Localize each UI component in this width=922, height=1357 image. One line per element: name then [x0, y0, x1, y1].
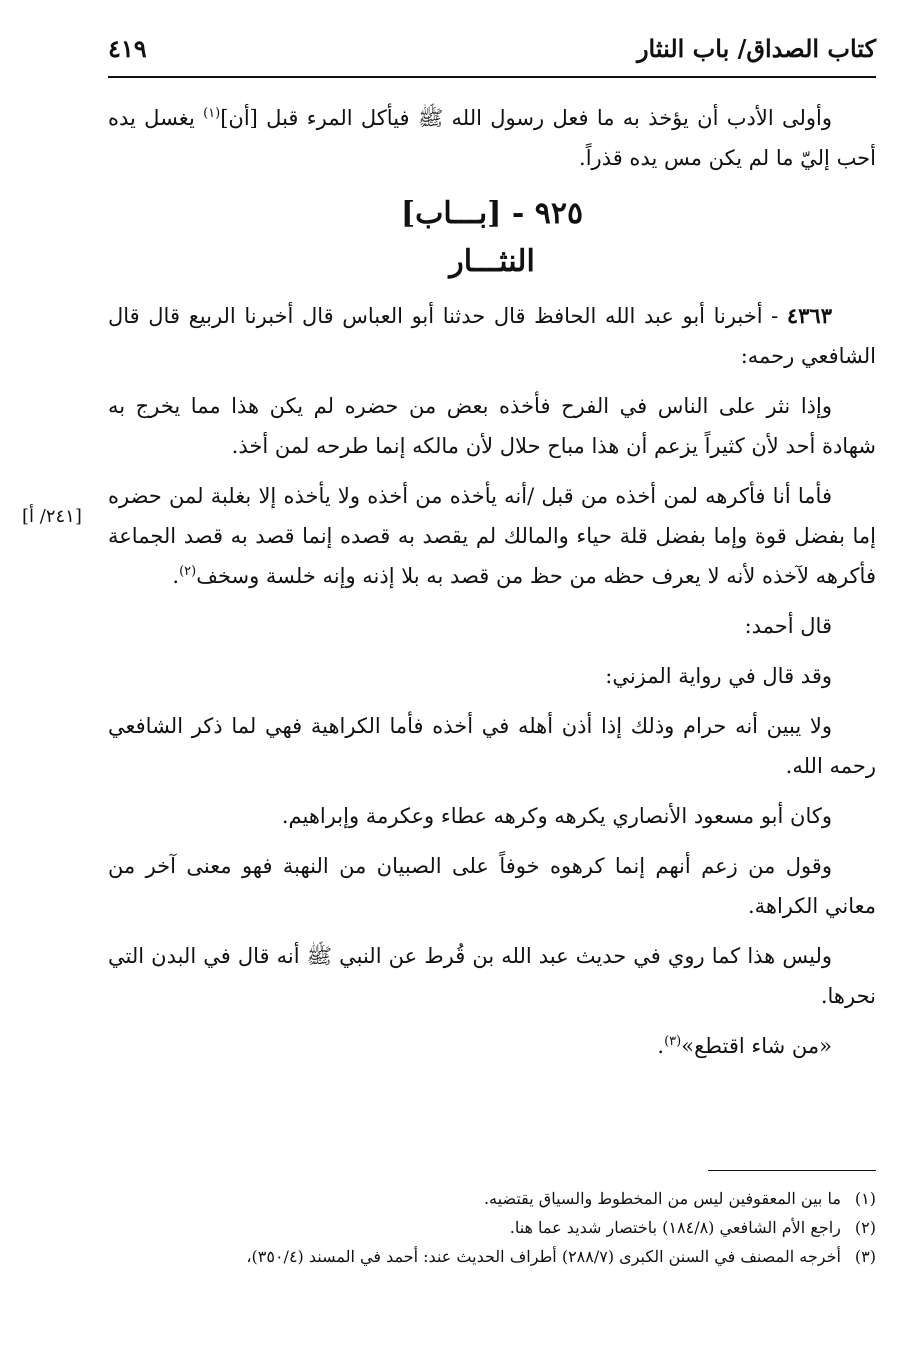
paragraph-9: وقول من زعم أنهم إنما كرهوه خوفاً على الصبيان من النهبة فهو معنى آخر من معاني الكراهة.	[108, 854, 876, 918]
footnote-number: (٣)	[854, 1247, 876, 1266]
paragraph-11-text-a: «من شاء اقتطع»	[681, 1034, 832, 1058]
footnote-rule	[708, 1170, 876, 1171]
chapter-title: النثـــار	[449, 244, 535, 279]
paragraph-6: وقد قال في رواية المزني:	[605, 664, 832, 688]
paragraph-4	[108, 476, 876, 596]
footnote-ref-1: (١)	[203, 106, 221, 121]
footnote-2	[108, 1213, 876, 1242]
paragraph-1-text-b: يغسل يده أحب إليّ ما لم يكن مس يده قذراً.	[108, 106, 876, 170]
manuscript-margin-reference: [٢٤١/ أ]	[22, 506, 82, 527]
paragraph-5: قال أحمد:	[744, 614, 832, 638]
footnote-number: (٢)	[854, 1218, 876, 1237]
paragraph-1-text-a: وأولى الأدب أن يؤخذ به ما فعل رسول الله ﷺ فيأكل المرء قبل [أن]	[220, 106, 832, 130]
paragraph-11-text-b: .	[657, 1034, 665, 1058]
chapter-heading	[108, 190, 876, 286]
paragraph-1	[108, 98, 876, 178]
main-text	[108, 98, 876, 1076]
paragraph-4-text-a: فأما أنا فأكرهه لمن أخذه من قبل /أنه يأخذه من أخذه ولا يأخذه إلا بغلبة لمن حضره إما بفضل قوة وإما بفضل قلة حياء والمالك لم يقصد به قصده إنما قصد به قصد الجماعة فأكرهه لآخذه لأنه لا يعرف حظه من حظ من قصد به بلا إذنه وإنه خلسة وسخف	[108, 484, 876, 588]
paragraph-2	[108, 296, 876, 376]
page-number: ٤١٩	[108, 34, 147, 63]
page-header	[108, 30, 876, 82]
footnote-text: أخرجه المصنف في السنن الكبرى (٢٨٨/٧) أطراف الحديث عند: أحمد في المسند (٣٥٠/٤)،	[246, 1247, 841, 1266]
paragraph-7: ولا يبين أنه حرام وذلك إذا أذن أهله في أخذه فأما الكراهية فهي لما ذكر الشافعي رحمه الله.	[108, 714, 876, 778]
paragraph-2-text: - أخبرنا أبو عبد الله الحافظ قال حدثنا أبو العباس قال أخبرنا الربيع قال قال الشافعي رحمه:	[108, 304, 876, 368]
footnote-number: (١)	[854, 1189, 876, 1208]
footnotes	[108, 1184, 876, 1271]
paragraph-3: وإذا نثر على الناس في الفرح فأخذه بعض من حضره لم يكن هذا مما يخرج به شهادة أحد لأن كثيراً يزعم أن هذا مباح حلال لأن مالكه إنما طرحه لمن أخذ.	[108, 394, 876, 458]
header-rule	[108, 76, 876, 78]
running-title: كتاب الصداق/ باب النثار	[636, 34, 876, 63]
footnote-3	[108, 1242, 876, 1271]
paragraph-4-text-b: .	[172, 564, 180, 588]
paragraph-10: وليس هذا كما روي في حديث عبد الله بن قُرط عن النبي ﷺ أنه قال في البدن التي نحرها.	[108, 944, 876, 1008]
footnote-1	[108, 1184, 876, 1213]
footnote-text: راجع الأم الشافعي (١٨٤/٨) باختصار شديد عما هنا.	[509, 1218, 841, 1237]
footnote-ref-2: (٢)	[179, 564, 197, 579]
paragraph-8: وكان أبو مسعود الأنصاري يكرهه وكرهه عطاء وعكرمة وإبراهيم.	[281, 804, 832, 828]
footnote-ref-3: (٣)	[664, 1034, 682, 1049]
chapter-number: ٩٢٥ - [بـــاب]	[400, 196, 584, 231]
footnote-text: ما بين المعقوفين ليس من المخطوط والسياق يقتضيه.	[483, 1189, 841, 1208]
paragraph-11	[108, 1026, 876, 1066]
hadith-number: ٤٣٦٣	[786, 303, 832, 328]
